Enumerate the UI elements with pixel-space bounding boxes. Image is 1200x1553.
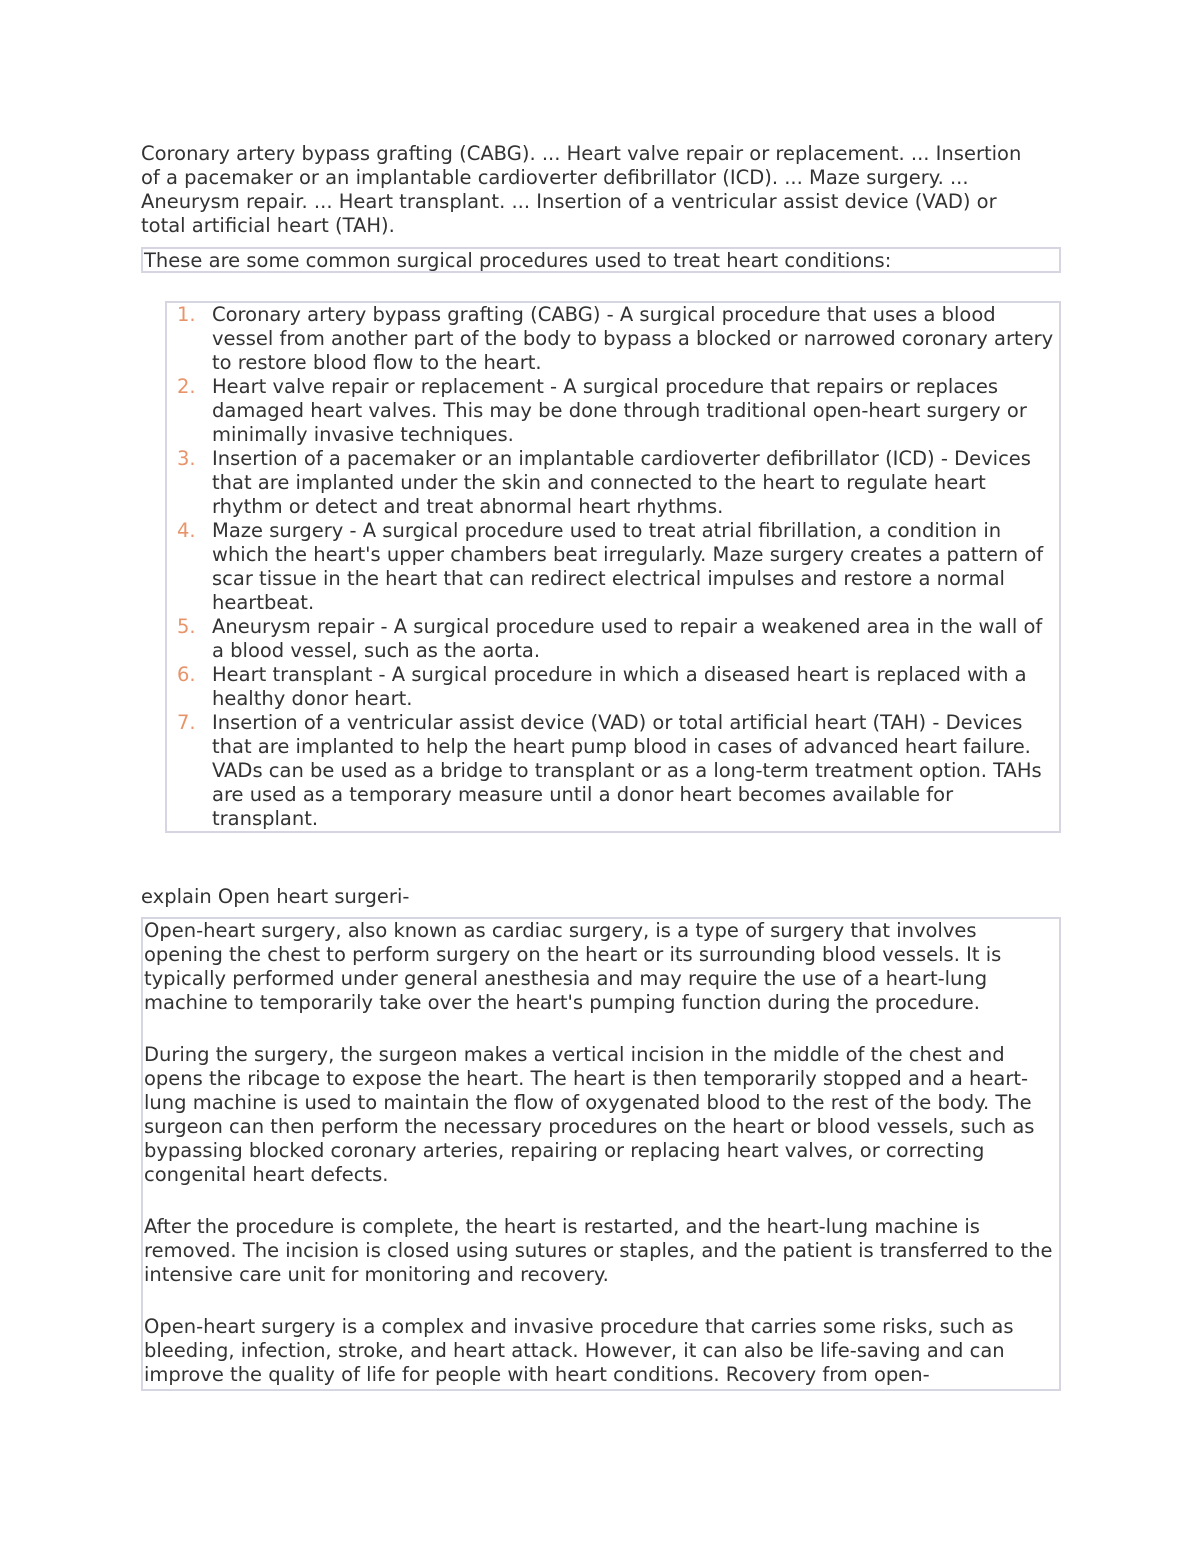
list-number: 1.: [177, 303, 196, 326]
document-content: [141, 142, 1061, 1391]
answer-lead-box: [141, 247, 1061, 273]
procedures-list: [167, 303, 1055, 831]
list-number: 7.: [177, 711, 196, 734]
question-text: explain Open heart surgeri-: [141, 885, 410, 908]
list-item-text: Heart transplant - A surgical procedure in which a diseased heart is replaced with a healthy donor heart.: [212, 663, 1027, 710]
answer-paragraph: After the procedure is complete, the heart is restarted, and the heart-lung machine is removed. The incision is closed using sutures or staples, and the patient is transferred to the intensive care unit for monitoring and recovery.: [144, 1215, 1053, 1286]
list-item-text: Heart valve repair or replacement - A surgical procedure that repairs or replaces damaged heart valves. This may be done through traditional open-heart surgery or minimally invasive techniques.: [212, 375, 1027, 446]
answer-paragraph: During the surgery, the surgeon makes a vertical incision in the middle of the chest and opens the ribcage to expose the heart. The heart is then temporarily stopped and a heart-lung machine is used to maintain the flow of oxygenated blood to the rest of the body. The surgeon can then perform the necessary procedures on the heart or blood vessels, such as bypassing blocked coronary arteries, repairing or replacing heart valves, or correcting congenital heart defects.: [144, 1043, 1035, 1186]
list-item-text: Insertion of a ventricular assist device (VAD) or total artificial heart (TAH) - Devices that are implanted to help the heart pump blood in cases of advanced heart failure. VADs can be used as a bridge to transplant or as a long-term treatment option. TAHs are used as a temporary measure until a donor heart becomes available for transplant.: [212, 711, 1042, 830]
list-item-text: Coronary artery bypass grafting (CABG) - A surgical procedure that uses a blood vessel from another part of the body to bypass a blocked or narrowed coronary artery to restore blood flow to the heart.: [212, 303, 1054, 374]
list-number: 4.: [177, 519, 196, 542]
list-item-text: Maze surgery - A surgical procedure used to treat atrial fibrillation, a condition in which the heart's upper chambers beat irregularly. Maze surgery creates a pattern of scar tissue in the heart that can redirect electrical impulses and restore a normal heartbeat.: [212, 519, 1044, 614]
list-number: 2.: [177, 375, 196, 398]
list-item: [167, 447, 1055, 519]
list-item-text: Insertion of a pacemaker or an implantable cardioverter defibrillator (ICD) - Devices that are implanted under the skin and connected to the heart to regulate heart rhythm or detect and treat abnormal heart rhythms.: [212, 447, 1031, 518]
list-number: 6.: [177, 663, 196, 686]
list-number: 5.: [177, 615, 196, 638]
answer-lead-text: These are some common surgical procedures used to treat heart conditions:: [144, 249, 892, 272]
list-number: 3.: [177, 447, 196, 470]
list-item: [167, 519, 1055, 615]
list-item: [167, 303, 1055, 375]
answer-paragraph: Open-heart surgery is a complex and invasive procedure that carries some risks, such as bleeding, infection, stroke, and heart attack. However, it can also be life-saving and can improve the quality of life for people with heart conditions. Recovery from open-: [144, 1315, 1014, 1386]
list-item-text: Aneurysm repair - A surgical procedure used to repair a weakened area in the wall of a blood vessel, such as the aorta.: [212, 615, 1043, 662]
intro-paragraph: Coronary artery bypass grafting (CABG). ... Heart valve repair or replacement. ... Insertion of a pacemaker or an implantable cardioverter defibrillator (ICD). ... Maze surgery. ... Aneurysm repair. ... Heart transplant. ... Insertion of a ventricular assist device (VAD) or total artificial heart (TAH).: [141, 142, 1022, 237]
list-item: [167, 375, 1055, 447]
list-item: [167, 663, 1055, 711]
list-item: [167, 711, 1055, 831]
list-item: [167, 615, 1055, 663]
answer-paragraph: Open-heart surgery, also known as cardiac surgery, is a type of surgery that involves opening the chest to perform surgery on the heart or its surrounding blood vessels. It is typically performed under general anesthesia and may require the use of a heart-lung machine to temporarily take over the heart's pumping function during the procedure.: [144, 919, 1002, 1014]
procedures-list-box: [165, 301, 1061, 833]
answer-box: [141, 917, 1061, 1391]
